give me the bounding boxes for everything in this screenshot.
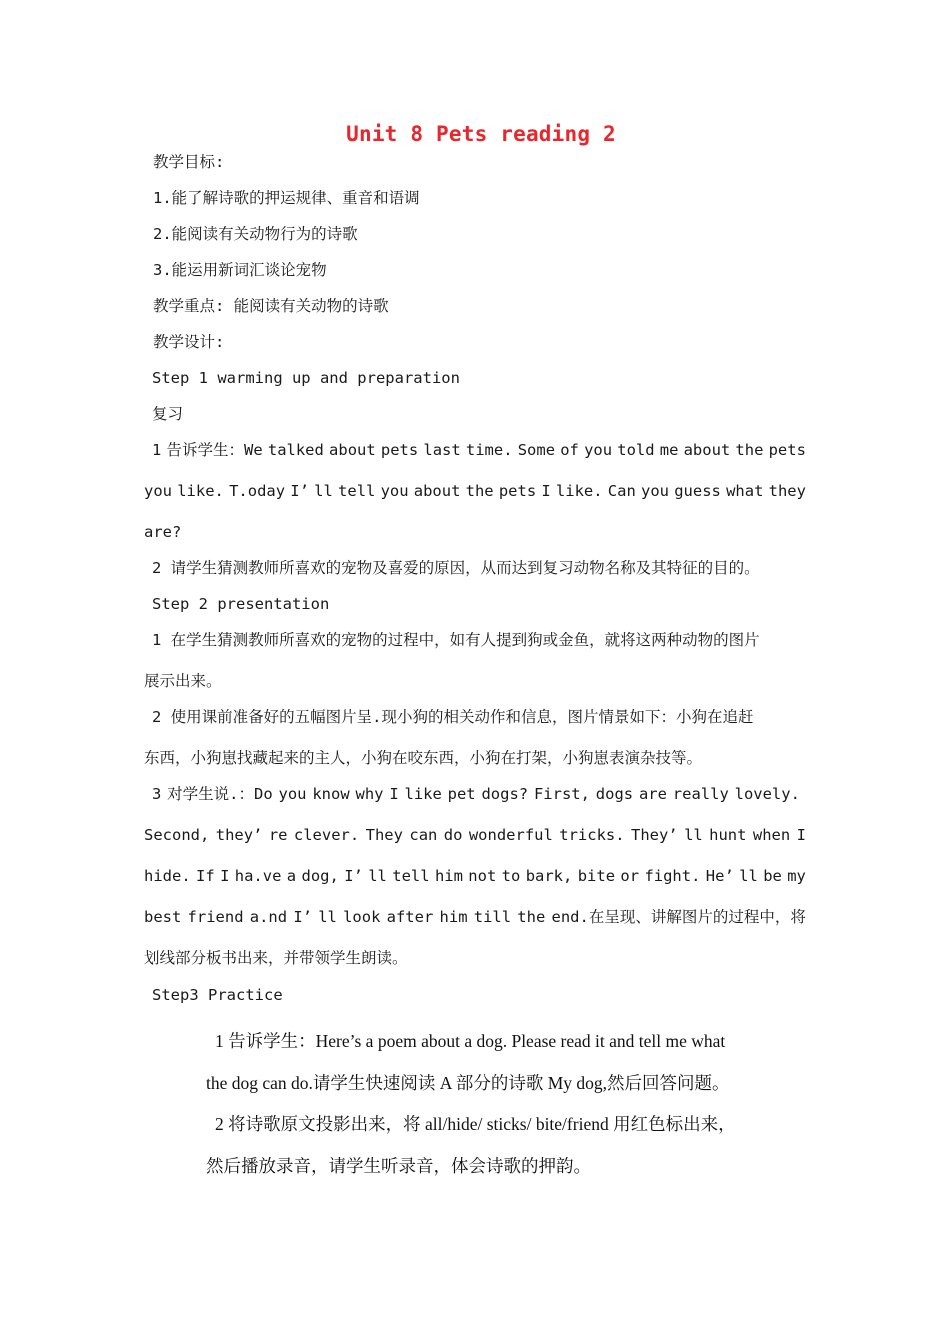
word: I <box>796 826 806 844</box>
word: ll <box>368 867 387 885</box>
step2-item3-line4 <box>144 907 806 927</box>
word: they <box>768 482 806 500</box>
word: bite <box>577 867 616 885</box>
word: him <box>439 908 468 926</box>
step2-heading: Step 2 presentation <box>152 595 330 613</box>
word: lovely. <box>734 785 800 803</box>
word: look <box>343 908 381 926</box>
word: you <box>641 482 669 500</box>
objective-item: 2.能阅读有关动物行为的诗歌 <box>153 225 358 243</box>
objective-item: 1.能了解诗歌的押运规律、重音和语调 <box>153 189 420 207</box>
word: ha.ve <box>234 867 282 885</box>
word: about <box>683 441 731 459</box>
word: to <box>501 867 521 885</box>
word: Can <box>607 482 636 500</box>
word: like. <box>177 482 224 500</box>
word: told <box>617 441 655 459</box>
word: of <box>560 441 579 459</box>
step2-item2-line2: 东西，小狗崽找藏起来的主人，小狗在咬东西，小狗在打架，小狗崽表演杂技等。 <box>144 749 703 767</box>
word: Second, <box>144 826 210 844</box>
word: hide. <box>144 867 191 885</box>
word: guess <box>674 482 721 500</box>
word: 告诉学生：We <box>166 441 263 459</box>
word: the <box>465 482 494 500</box>
word: wonderful <box>468 826 553 844</box>
word: hunt <box>709 826 747 844</box>
step3-item2-line2: 然后播放录音，请学生听录音，体会诗歌的押韵。 <box>206 1156 591 1176</box>
step2-item3-line2 <box>144 825 806 845</box>
step2-item1-line1: 1 在学生猜测教师所喜欢的宠物的过程中，如有人提到狗或金鱼，就将这两种动物的图片 <box>152 631 760 649</box>
step3-item1-line1: 1 告诉学生：Here’s a poem about a dog. Please read it and tell me what <box>215 1031 726 1051</box>
word: pets <box>498 482 537 500</box>
step1-item2: 2 请学生猜测教师所喜欢的宠物及喜爱的原因，从而达到复习动物名称及其特征的目的。 <box>152 559 760 577</box>
word: you <box>278 785 307 803</box>
word: They’ <box>630 826 678 844</box>
word: If <box>196 867 215 885</box>
word: best <box>144 908 182 926</box>
word: friend <box>187 908 244 926</box>
word: pet <box>447 785 476 803</box>
word: like. <box>555 482 603 500</box>
word: are <box>638 785 667 803</box>
word: 1 <box>152 441 162 459</box>
word: I <box>541 482 551 500</box>
word: like <box>404 785 442 803</box>
step2-item1-line2: 展示出来。 <box>144 672 222 690</box>
word: end.在呈现、讲解图片的过程中，将 <box>551 908 806 926</box>
key-point: 教学重点: 能阅读有关动物的诗歌 <box>153 297 389 315</box>
word: or <box>620 867 640 885</box>
step2-item3-line5: 划线部分板书出来，并带领学生朗读。 <box>144 949 408 967</box>
word: I’ <box>290 482 309 500</box>
word: I <box>389 785 399 803</box>
word: ll <box>739 867 758 885</box>
word: a <box>286 867 297 885</box>
design-heading: 教学设计: <box>153 333 225 351</box>
step3-heading: Step3 Practice <box>152 986 283 1004</box>
word: really <box>672 785 729 803</box>
word: 对学生说.：Do <box>167 785 273 803</box>
word: after <box>386 908 434 926</box>
word: not <box>468 867 497 885</box>
step1-item1-line2 <box>144 481 806 501</box>
word: fight. <box>644 867 701 885</box>
word: tricks. <box>559 826 625 844</box>
word: pets <box>768 441 806 459</box>
word: I <box>220 867 230 885</box>
step1-item1-line1 <box>152 440 806 460</box>
word: bark, <box>525 867 573 885</box>
word: till <box>473 908 512 926</box>
word: He’ <box>705 867 734 885</box>
word: T.oday <box>229 482 286 500</box>
word: tell <box>392 867 430 885</box>
word: be <box>763 867 782 885</box>
objectives-heading: 教学目标: <box>153 153 225 171</box>
document-title: Unit 8 Pets reading 2 <box>346 122 616 146</box>
word: They <box>365 826 403 844</box>
word: ll <box>684 826 703 844</box>
objective-item: 3.能运用新词汇谈论宠物 <box>153 261 327 279</box>
word: about <box>413 482 461 500</box>
step2-item3-line3 <box>144 866 806 886</box>
word: clever. <box>293 826 360 844</box>
word: you <box>584 441 613 459</box>
word: do <box>443 826 463 844</box>
step2-item2-line1: 2 使用课前准备好的五幅图片呈.现小狗的相关动作和信息，图片情景如下：小狗在追赶 <box>152 708 754 726</box>
word: they’ <box>215 826 263 844</box>
step1-subheading: 复习 <box>152 405 184 423</box>
step3-item1-line2: the dog can do.请学生快速阅读 A 部分的诗歌 My dog,然后回答问题。 <box>206 1073 730 1093</box>
step1-item1-line3: are? <box>144 523 182 541</box>
word: dogs <box>595 785 634 803</box>
word: dogs? <box>481 785 529 803</box>
word: about <box>329 441 376 459</box>
word: what <box>726 482 764 500</box>
word: him <box>434 867 463 885</box>
word: I’ <box>293 908 312 926</box>
word: First, <box>533 785 590 803</box>
step3-item2-line1: 2 将诗歌原文投影出来，将 all/hide/ sticks/ bite/friend 用红色标出来， <box>215 1114 736 1134</box>
word: ll <box>318 908 337 926</box>
word: my <box>787 867 806 885</box>
word: you <box>380 482 409 500</box>
word: re <box>268 826 288 844</box>
word: Some <box>517 441 556 459</box>
word: dog, <box>301 867 339 885</box>
word: time. <box>465 441 513 459</box>
step2-item3-line1 <box>152 784 800 804</box>
word: a.nd <box>249 908 288 926</box>
word: me <box>659 441 679 459</box>
word: can <box>409 826 438 844</box>
word: know <box>312 785 350 803</box>
word: tell <box>338 482 376 500</box>
word: 3 <box>152 785 162 803</box>
word: pets <box>380 441 419 459</box>
word: the <box>517 908 546 926</box>
word: the <box>735 441 764 459</box>
word: last <box>423 441 461 459</box>
word: I’ <box>344 867 363 885</box>
word: when <box>752 826 791 844</box>
word: talked <box>267 441 324 459</box>
word: you <box>144 482 172 500</box>
word: why <box>355 785 384 803</box>
step1-heading: Step 1 warming up and preparation <box>152 369 460 387</box>
word: ll <box>314 482 333 500</box>
